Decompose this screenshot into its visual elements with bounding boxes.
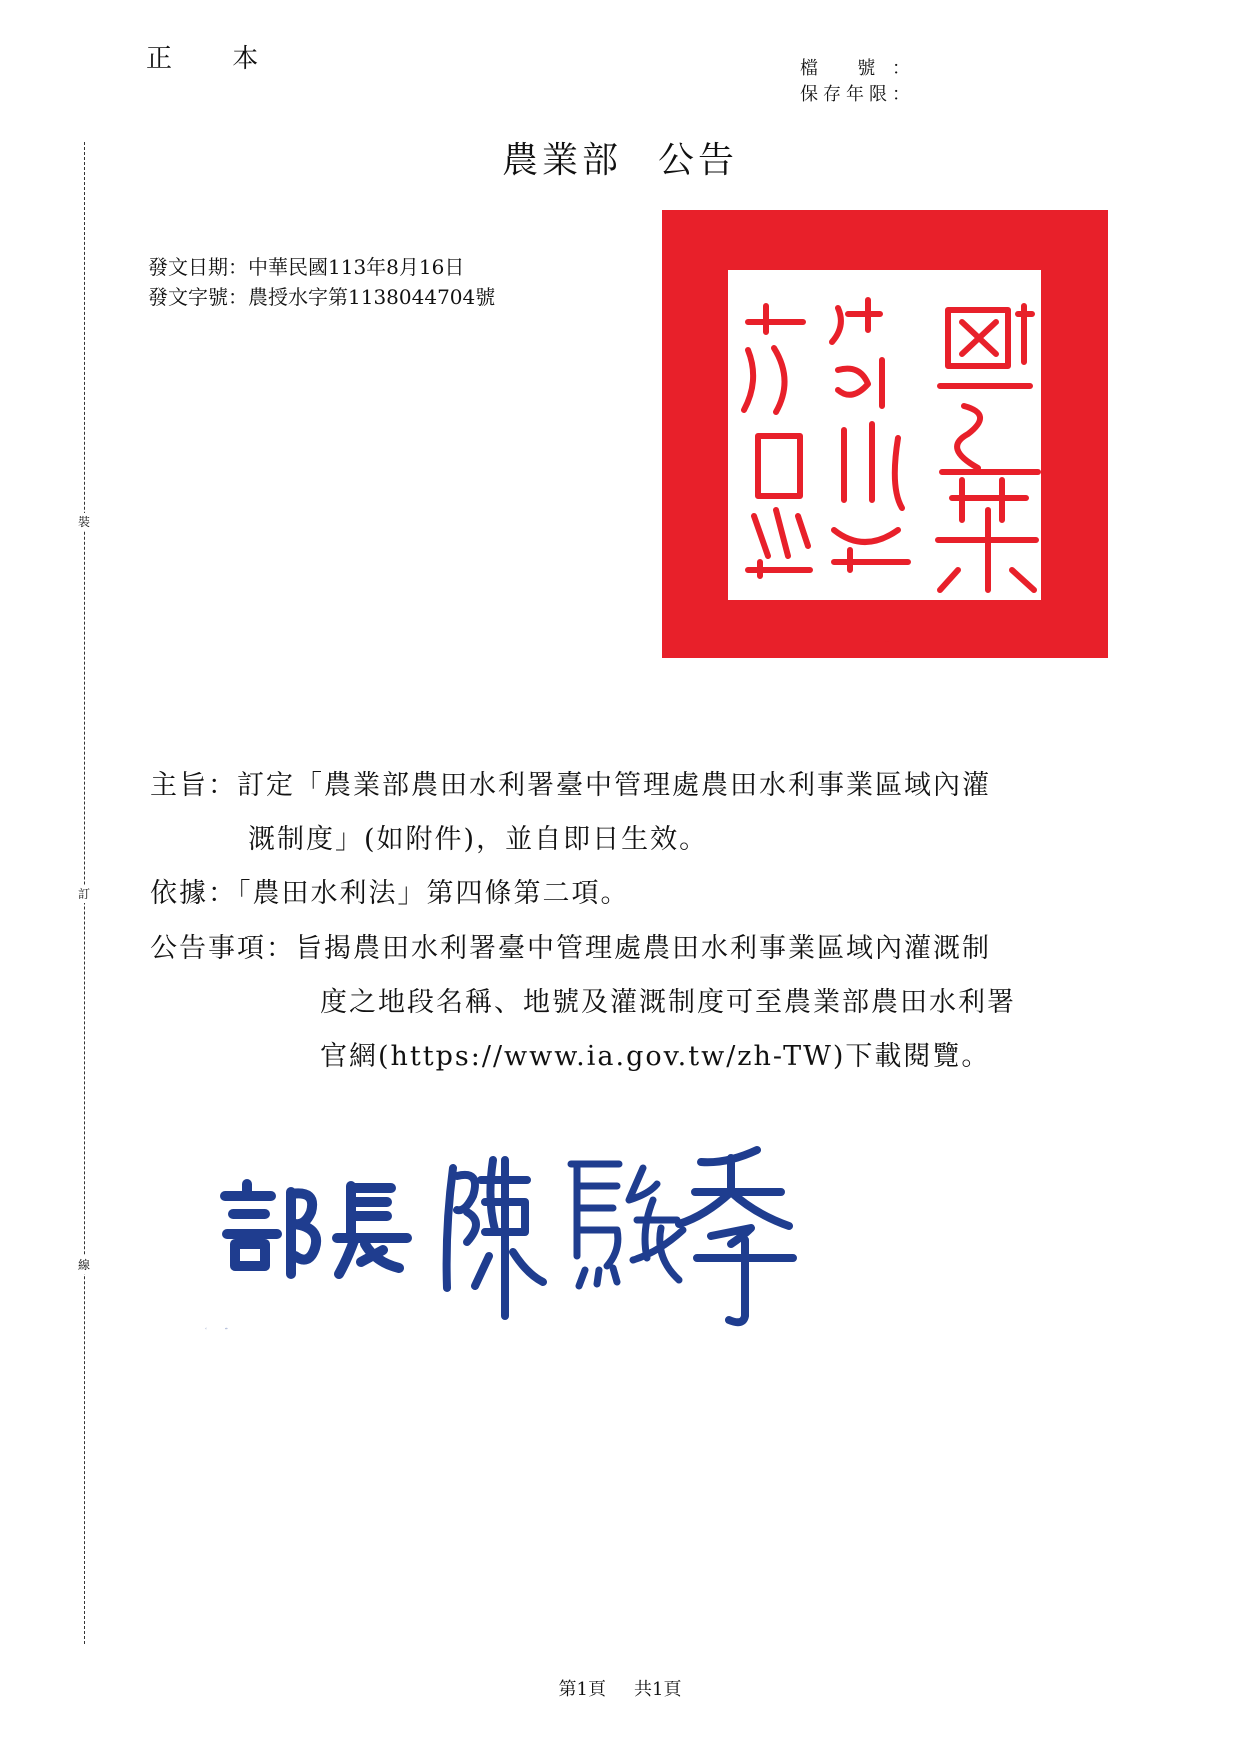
issue-date: 發文日期：中華民國113年8月16日 bbox=[148, 255, 465, 279]
binding-char-ding: 訂 bbox=[75, 885, 93, 903]
page-title bbox=[0, 132, 1240, 183]
signature-title: 部長 bbox=[205, 1329, 207, 1330]
basis-line: 依據：「農田水利法」第四條第二項。 bbox=[150, 878, 630, 909]
subject-line-1: 主旨：訂定「農業部農田水利署臺中管理處農田水利事業區域內灌 bbox=[150, 770, 991, 801]
issue-info bbox=[148, 252, 495, 312]
subject-line-2: 溉制度」(如附件)，並自即日生效。 bbox=[248, 824, 709, 855]
copy-mark: 正 本 bbox=[146, 44, 285, 74]
notice-line-3: 官網(https://www.ia.gov.tw/zh-TW)下載閱覽。 bbox=[320, 1041, 991, 1072]
file-number-label: 檔 號： bbox=[800, 58, 910, 79]
title-org: 農業部 bbox=[501, 140, 622, 181]
page-total: 共1頁 bbox=[634, 1679, 682, 1700]
retention-label: 保存年限： bbox=[800, 84, 910, 105]
page-current: 第1頁 bbox=[558, 1679, 606, 1700]
file-meta bbox=[800, 56, 910, 108]
page-footer bbox=[0, 1675, 1240, 1701]
title-type: 公告 bbox=[658, 140, 739, 181]
seal-text: 農業部印 bbox=[885, 642, 889, 643]
issue-number: 發文字號：農授水字第1138044704號 bbox=[148, 285, 496, 309]
binding-char-xian: 線 bbox=[75, 1256, 93, 1274]
signature-name: 陳駿季 bbox=[225, 1329, 228, 1330]
binding-char-zhuang: 裝 bbox=[75, 513, 93, 531]
notice-line-1: 公告事項：旨揭農田水利署臺中管理處農田水利事業區域內灌溉制 bbox=[150, 933, 991, 964]
official-seal bbox=[662, 210, 1108, 658]
notice-line-2: 度之地段名稱、地號及灌溉制度可至農業部農田水利署 bbox=[320, 987, 1016, 1018]
minister-signature bbox=[205, 1140, 835, 1330]
